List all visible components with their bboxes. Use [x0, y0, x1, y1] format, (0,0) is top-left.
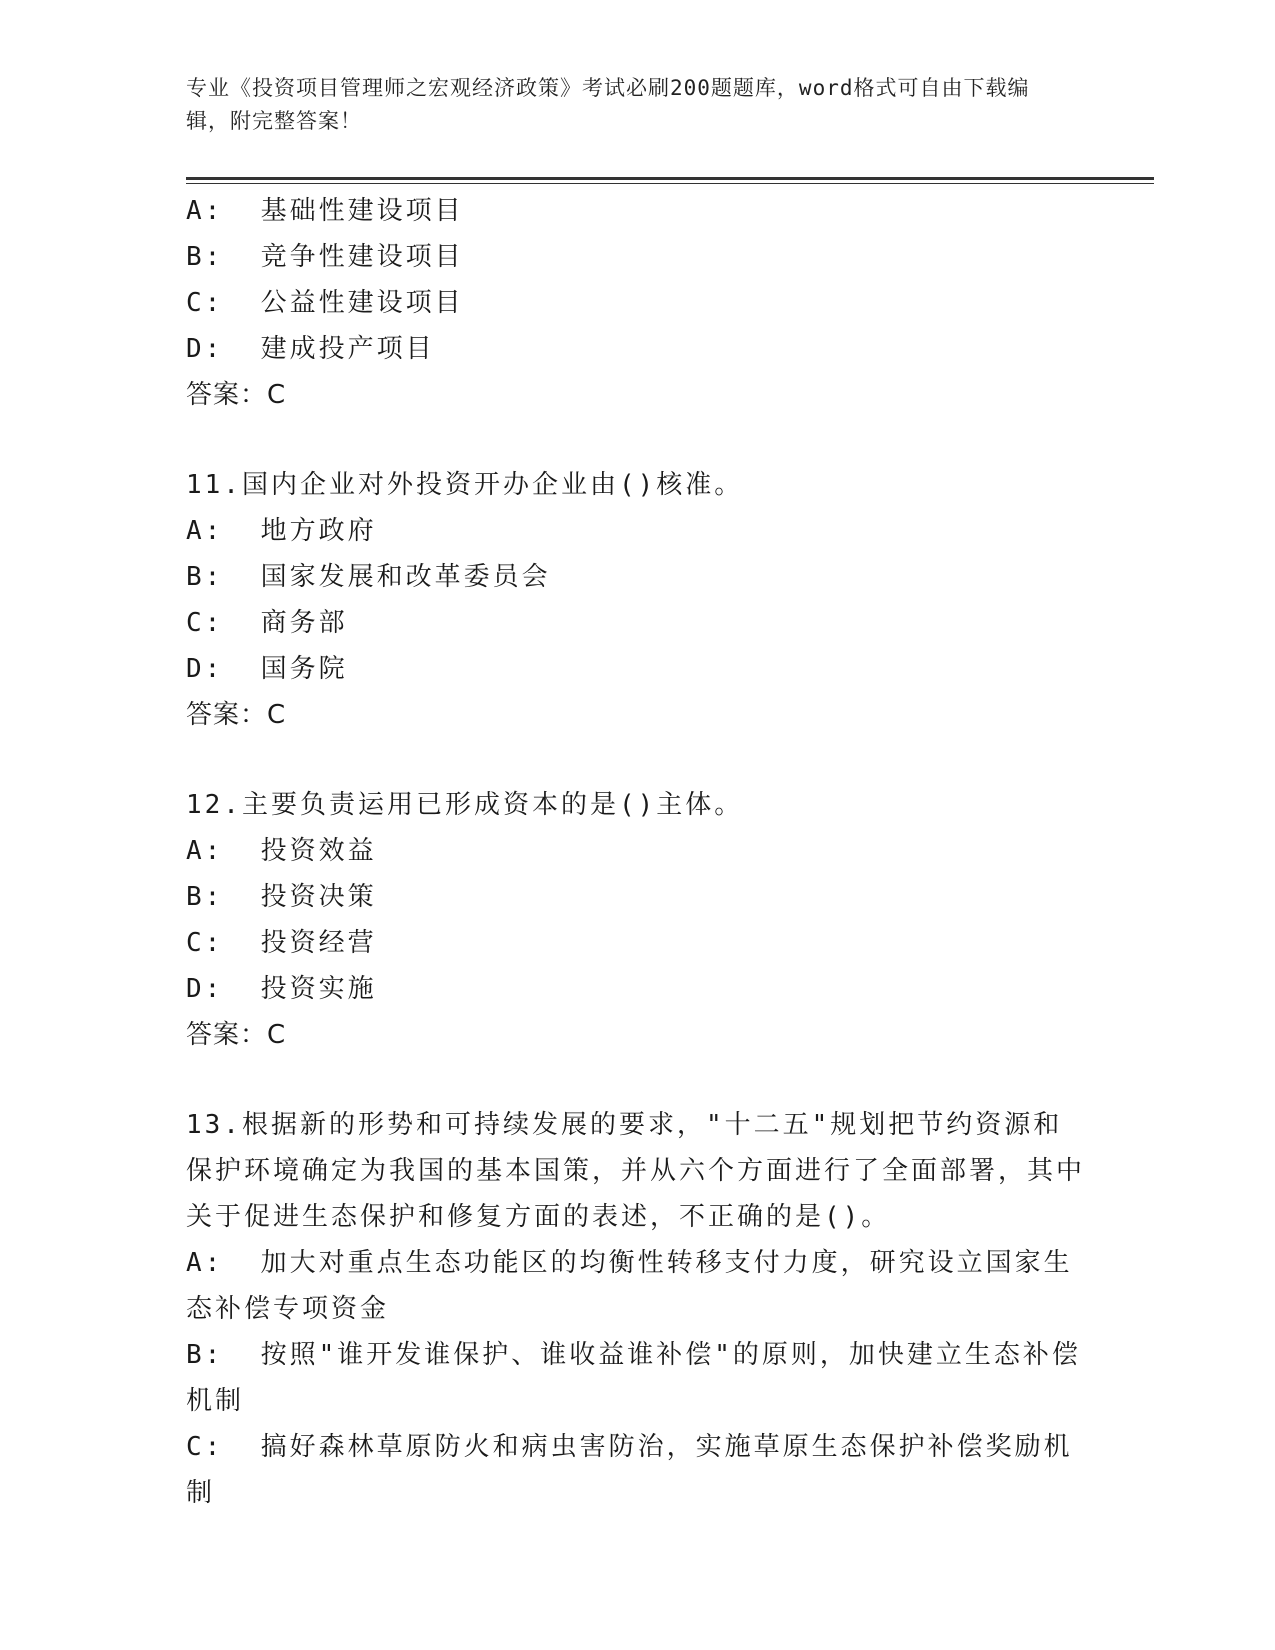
option-b: B: 按照"谁开发谁保护、谁收益谁补偿"的原则，加快建立生态补偿机制 — [186, 1340, 1081, 1416]
answer: 答案：C — [186, 700, 287, 730]
option-d: D: 投资实施 — [186, 974, 377, 1004]
document-header: 专业《投资项目管理师之宏观经济政策》考试必刷200题题库，word格式可自由下载编辑，附完整答案！ — [186, 76, 1030, 133]
option-d: D: 建成投产项目 — [186, 334, 435, 364]
option-c: C: 搞好森林草原防火和病虫害防治，实施草原生态保护补偿奖励机制 — [186, 1432, 1073, 1508]
question-title: 13.根据新的形势和可持续发展的要求，"十二五"规划把节约资源和保护环境确定为我国的基本国策，并从六个方面进行了全面部署，其中关于促进生态保护和修复方面的表述，不正确的是()。 — [186, 1110, 1086, 1232]
question-13 — [186, 1102, 1086, 1516]
option-b: B: 竞争性建设项目 — [186, 242, 464, 272]
option-c: C: 投资经营 — [186, 928, 377, 958]
option-a: A: 基础性建设项目 — [186, 196, 464, 226]
header-divider-thick — [186, 177, 1154, 180]
question-10-continued — [186, 188, 1086, 418]
answer: 答案：C — [186, 1020, 287, 1050]
option-b: B: 投资决策 — [186, 882, 377, 912]
option-c: C: 公益性建设项目 — [186, 288, 464, 318]
question-content — [186, 188, 1086, 1516]
option-b: B: 国家发展和改革委员会 — [186, 562, 551, 592]
question-title: 11.国内企业对外投资开办企业由()核准。 — [186, 470, 744, 500]
option-a: A: 投资效益 — [186, 836, 377, 866]
answer: 答案：C — [186, 380, 287, 410]
option-a: A: 地方政府 — [186, 516, 377, 546]
question-12 — [186, 782, 1086, 1058]
option-a: A: 加大对重点生态功能区的均衡性转移支付力度，研究设立国家生态补偿专项资金 — [186, 1248, 1073, 1324]
question-title: 12.主要负责运用已形成资本的是()主体。 — [186, 790, 744, 820]
option-d: D: 国务院 — [186, 654, 348, 684]
option-c: C: 商务部 — [186, 608, 348, 638]
header-divider-thin — [186, 183, 1154, 184]
question-11 — [186, 462, 1086, 738]
